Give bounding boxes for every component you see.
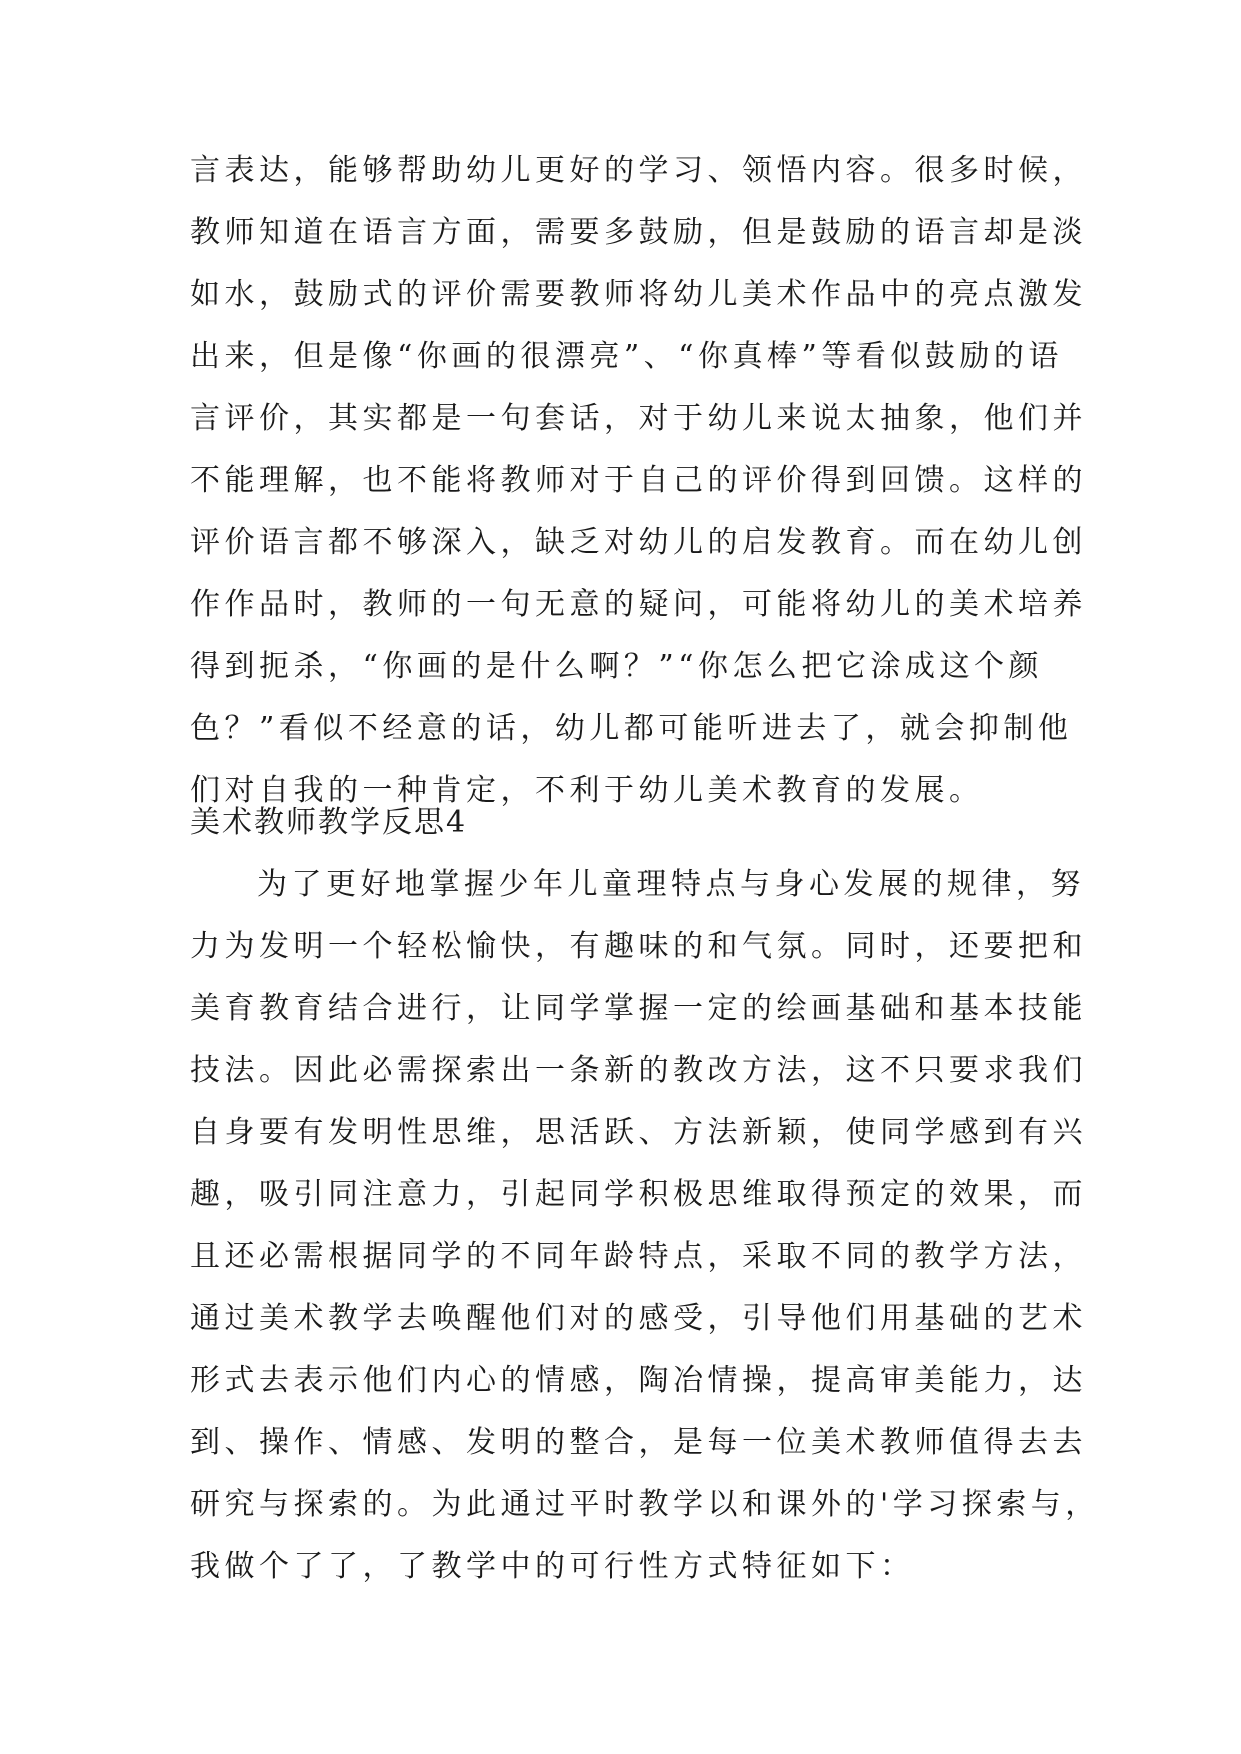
paragraph-line: 趣，吸引同注意力，引起同学积极思维取得预定的效果，而 bbox=[190, 1177, 1087, 1212]
paragraph-line: 且还必需根据同学的不同年龄特点，采取不同的教学方法， bbox=[190, 1239, 1087, 1274]
paragraph-line: 到、操作、情感、发明的整合，是每一位美术教师值得去去 bbox=[190, 1425, 1087, 1460]
paragraph-1 bbox=[190, 140, 1087, 822]
paragraph-line: 力为发明一个轻松愉快，有趣味的和气氛。同时，还要把和 bbox=[190, 929, 1087, 964]
paragraph-line: 不能理解，也不能将教师对于自己的评价得到回馈。这样的 bbox=[190, 463, 1087, 498]
paragraph-line: 教师知道在语言方面，需要多鼓励，但是鼓励的语言却是淡 bbox=[190, 215, 1087, 250]
paragraph-line: 研究与探索的。为此通过平时教学以和课外的'学习探索与， bbox=[190, 1487, 1100, 1522]
paragraph-line: 我做个了了，了教学中的可行性方式特征如下： bbox=[190, 1549, 915, 1584]
paragraph-line: 形式去表示他们内心的情感，陶冶情操，提高审美能力，达 bbox=[190, 1363, 1087, 1398]
paragraph-line: 们对自我的一种肯定，不利于幼儿美术教育的发展。 bbox=[190, 773, 984, 808]
section-heading-block bbox=[190, 792, 1070, 854]
paragraph-line: 色？”看似不经意的话，幼儿都可能听进去了，就会抑制他 bbox=[190, 711, 1073, 746]
paragraph-line: 言评价，其实都是一句套话，对于幼儿来说太抽象，他们并 bbox=[190, 401, 1087, 436]
paragraph-line: 通过美术教学去唤醒他们对的感受，引导他们用基础的艺术 bbox=[190, 1301, 1087, 1336]
paragraph-2 bbox=[190, 854, 1100, 1598]
paragraph-line: 评价语言都不够深入，缺乏对幼儿的启发教育。而在幼儿创 bbox=[190, 525, 1087, 560]
paragraph-line: 如水，鼓励式的评价需要教师将幼儿美术作品中的亮点激发 bbox=[190, 277, 1087, 312]
paragraph-line: 自身要有发明性思维，思活跃、方法新颖，使同学感到有兴 bbox=[190, 1115, 1087, 1150]
paragraph-line: 得到扼杀，“你画的是什么啊？”“你怎么把它涂成这个颜 bbox=[190, 649, 1044, 684]
paragraph-line: 出来，但是像“你画的很漂亮”、“你真棒”等看似鼓励的语 bbox=[190, 339, 1063, 374]
paragraph-line: 美育教育结合进行，让同学掌握一定的绘画基础和基本技能 bbox=[190, 991, 1087, 1026]
paragraph-line: 为了更好地掌握少年儿童理特点与身心发展的规律，努 bbox=[257, 867, 1085, 902]
section-heading: 美术教师教学反思4 bbox=[190, 805, 468, 840]
paragraph-line: 技法。因此必需探索出一条新的教改方法，这不只要求我们 bbox=[190, 1053, 1087, 1088]
paragraph-line: 作作品时，教师的一句无意的疑问，可能将幼儿的美术培养 bbox=[190, 587, 1087, 622]
paragraph-line: 言表达，能够帮助幼儿更好的学习、领悟内容。很多时候， bbox=[190, 153, 1087, 188]
